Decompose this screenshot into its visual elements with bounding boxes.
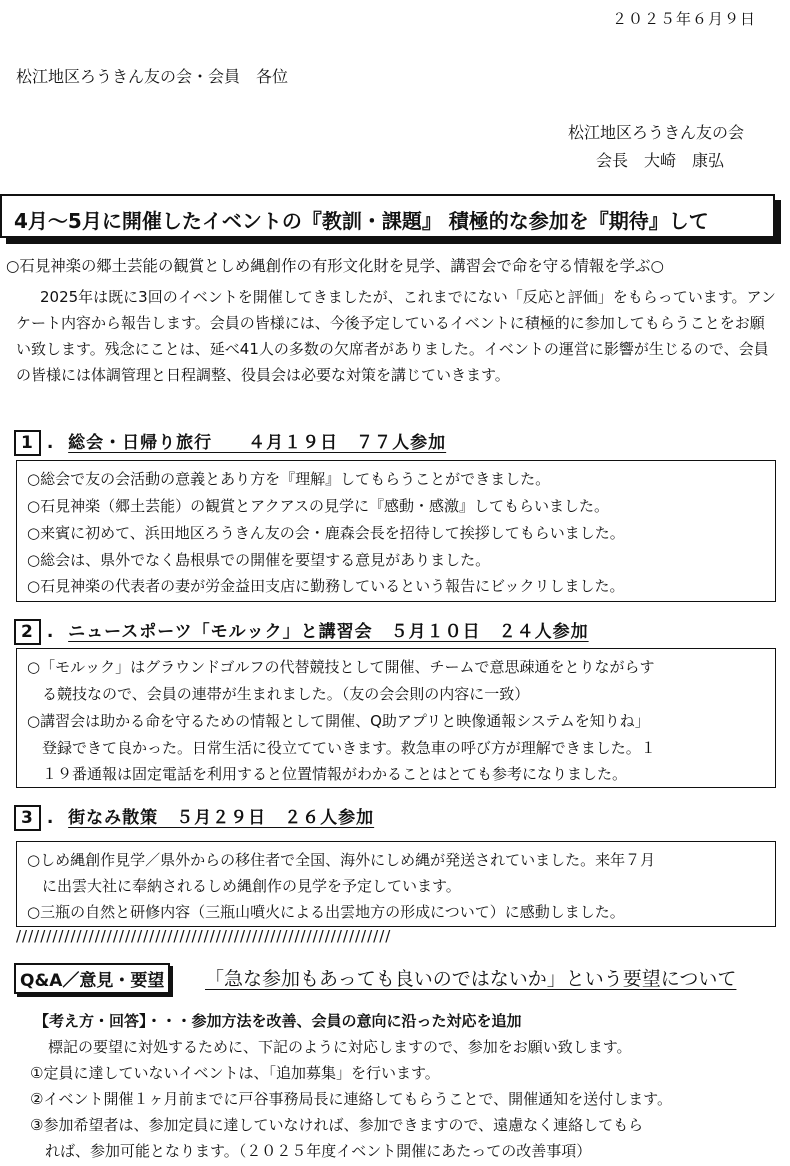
section-3-number: 3 [14,805,41,831]
intro-paragraph: 2025年は既に3回のイベントを開催してきましたが、これまでにない「反応と評価」をもらっています。アンケート内容から報告します。会員の皆様には、今後予定しているイベントに積極的に参加してもらうことをお願い致します。残念にことは、延べ41人の多数の欠席者がありました。イベントの運営に影響が生じるので、会員の皆様には体調管理と日程調整、役員会は必要な対策を講じていきます。 [16,288,776,384]
list-item: ○総会で友の会活動の意義とあり方を『理解』してもらうことができました。 [27,470,551,488]
section-1-box [16,460,776,602]
list-item: ○講習会は助かる命を守るための情報として開催、Q助アプリと映像通報システムを知りね」 [27,712,650,730]
section-2-title: ニュースポーツ「モルック」と講習会 ５月１０日 ２４人参加 [68,622,589,642]
section-3-heading: 3 . 街なみ散策 ５月２９日 ２６人参加 [14,803,374,831]
document-date: ２０２５年６月９日 [611,10,756,28]
list-item: ○しめ縄創作見学／県外からの移住者で全国、海外にしめ縄が発送されていました。来年７月 [27,851,656,869]
section-3-box [16,841,776,927]
section-2-box [16,648,776,788]
qa-line: 標記の要望に対処するために、下記のように対応しますので、参加をお願い致します。 [48,1038,632,1056]
list-item: １９番通報は固定電話を利用すると位置情報がわかることはとても参考になりました。 [27,765,628,783]
section-1-number: 1 [14,430,41,456]
headline: 4月～5月に開催したイベントの『教訓・課題』 積極的な参加を『期待』して [14,209,709,233]
list-item: ○石見神楽（郷土芸能）の観賞とアクアスの見学に『感動・感激』してもらいました。 [27,497,610,515]
list-item: ○石見神楽の代表者の妻が労金益田支店に勤務しているという報告にビックリしました。 [27,577,625,595]
qa-line: ①定員に達していないイベントは、「追加募集」を行います。 [30,1064,440,1082]
qa-subtitle: 【考え方・回答】・・・参加方法を改善、会員の意向に沿った対応を追加 [34,1012,522,1030]
section-1-heading: 1 . 総会・日帰り旅行 ４月１９日 ７７人参加 [14,428,446,456]
section-3-title: 街なみ散策 ５月２９日 ２６人参加 [68,808,375,828]
sender-name: 会長 大崎 康弘 [596,151,725,170]
section-2-heading: 2 . ニュースポーツ「モルック」と講習会 ５月１０日 ２４人参加 [14,617,589,645]
list-item: る競技なので、会員の連帯が生まれました。（友の会会則の内容に一致） [27,685,530,703]
qa-line: ②イベント開催１ヶ月前までに戸谷事務局長に連絡してもらうことで、開催通知を送付します。 [30,1090,672,1108]
section-1-title: 総会・日帰り旅行 ４月１９日 ７７人参加 [68,433,447,453]
slash-divider: ////////////////////////////////////////////////////////////// [16,927,392,945]
list-item: に出雲大社に奉納されるしめ縄創作の見学を予定しています。 [27,877,461,895]
list-item: ○三瓶の自然と研修内容（三瓶山噴火による出雲地方の形成について）に感動しました。 [27,903,625,921]
qa-line: ③参加希望者は、参加定員に達していなければ、参加できますので、遠慮なく連絡してもら [30,1116,644,1134]
subheadline: ○石見神楽の郷土芸能の観賞としめ縄創作の有形文化財を見学、講習会で命を守る情報を学ぶ○ [6,257,664,275]
list-item: ○来賓に初めて、浜田地区ろうきん友の会・鹿森会長を招待して挨拶してもらいました。 [27,524,625,542]
sender-organization: 松江地区ろうきん友の会 [568,123,745,142]
qa-label: Q&A／意見・要望 [14,963,170,994]
recipient-line: 松江地区ろうきん友の会・会員 各位 [16,67,289,86]
list-item: ○「モルック」はグラウンドゴルフの代替競技として開催、チームで意思疎通をとりながらす [27,658,655,676]
list-item: 登録できて良かった。日常生活に役立てていきます。救急車の呼び方が理解できました。１ [27,739,656,757]
list-item: ○総会は、県外でなく島根県での開催を要望する意見がありました。 [27,551,491,569]
section-2-number: 2 [14,619,41,645]
qa-title: 「急な参加もあっても良いのではないか」という要望について [205,968,737,990]
qa-line: れば、参加可能となります。（２０２５年度イベント開催にあたっての改善事項） [30,1142,592,1160]
